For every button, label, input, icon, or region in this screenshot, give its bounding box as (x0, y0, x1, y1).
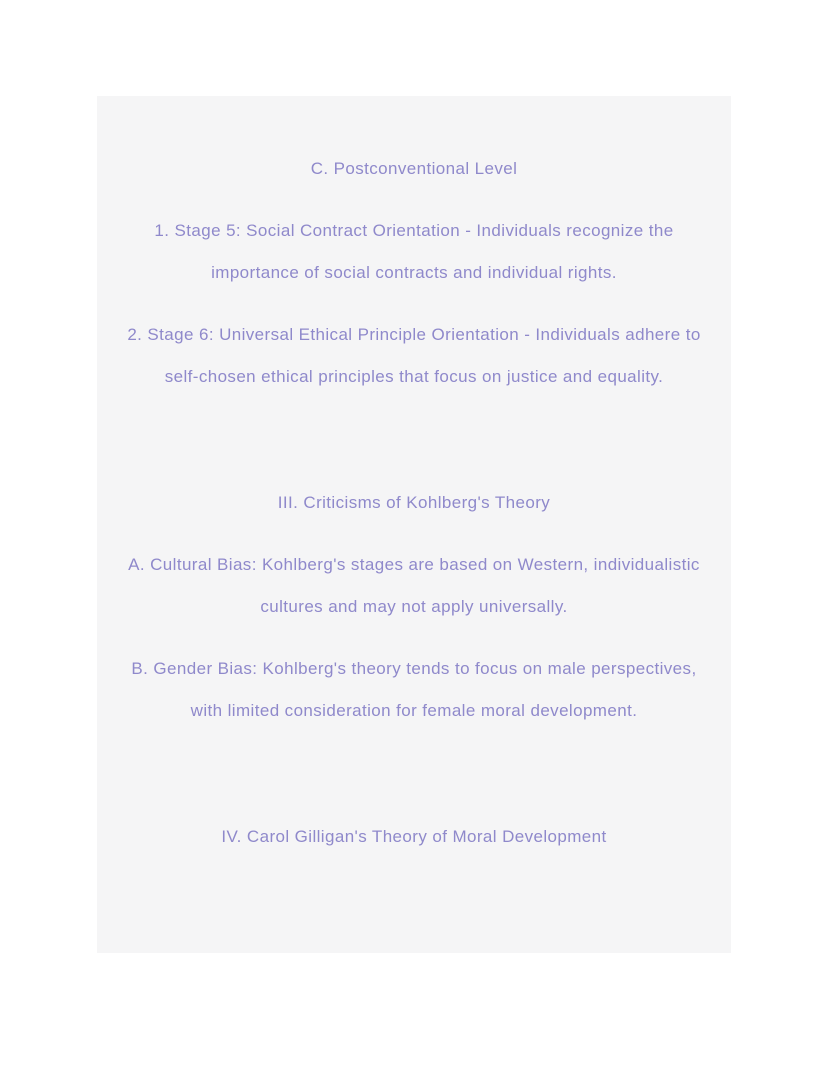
section-heading: C. Postconventional Level (310, 159, 518, 178)
section-heading: III. Criticisms of Kohlberg's Theory (277, 493, 551, 512)
section-postconventional-level (113, 148, 715, 398)
section-gilligan-theory (113, 816, 715, 858)
paragraph-stage-5: 1. Stage 5: Social Contract Orientation - Individuals recognize the importance of social contracts and individual rights. (154, 221, 674, 282)
paragraph-stage-6: 2. Stage 6: Universal Ethical Principle Orientation - Individuals adhere to self-chosen ethical principles that focus on justice and equality. (127, 325, 701, 386)
section-criticisms (113, 482, 715, 732)
section-heading: IV. Carol Gilligan's Theory of Moral Development (221, 827, 607, 846)
paragraph-gender-bias: B. Gender Bias: Kohlberg's theory tends to focus on male perspectives, with limited consideration for female moral development. (131, 659, 697, 720)
paragraph-cultural-bias: A. Cultural Bias: Kohlberg's stages are based on Western, individualistic cultures and may not apply universally. (128, 555, 700, 616)
page-sheet (97, 96, 731, 953)
